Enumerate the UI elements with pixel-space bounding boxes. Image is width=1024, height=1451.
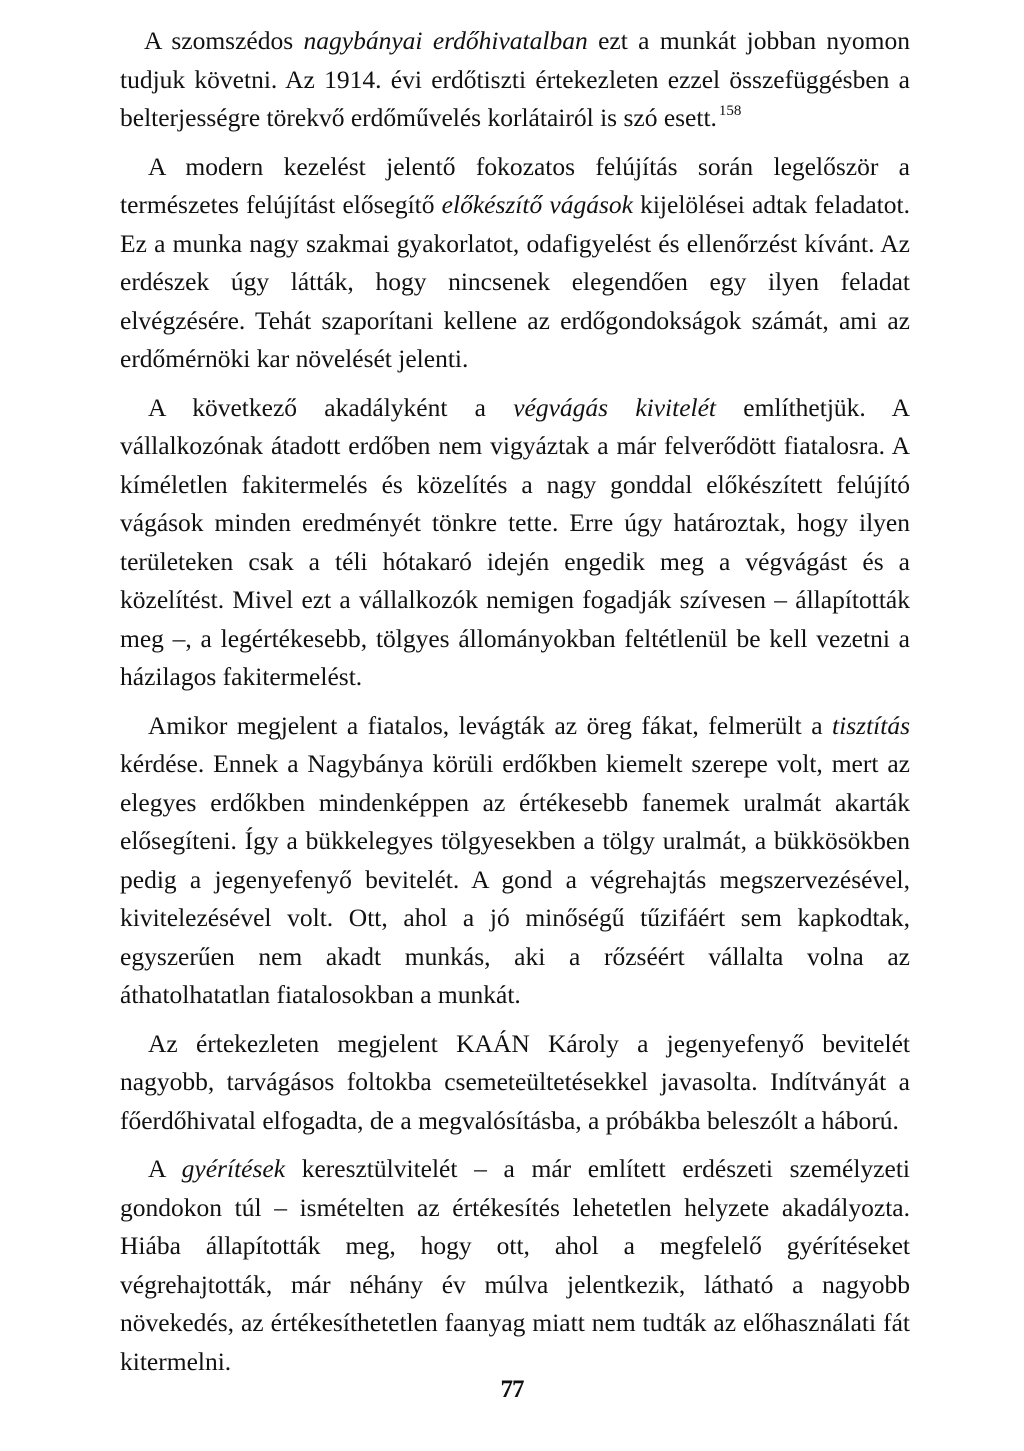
italic-segment: tisztítás — [832, 710, 910, 740]
text-segment: kérdése. Ennek a Nagybánya körüli erdőkben kiemelt szerepe volt, mert az elegyes erdőkben mindenképpen az értékesebb fanemek uralmát akarták elősegíteni. Így a bükkelegyes tölgyesekben a tölgy uralmát, a bükkösökben pedig a jegenyefenyő bevitelét. A gond a végrehajtás megszervezésével, kivitelezésével volt. Ott, ahol a jó minőségű tűzifáért sem kapkodtak, egyszerűen nem akadt munkás, aki a rőzséért vállalta volna az áthatolhatatlan fiatalosokban a munkát. — [120, 749, 910, 1009]
paragraph-3 — [120, 389, 910, 697]
text-segment: A — [148, 1154, 182, 1183]
paragraph-4 — [120, 707, 910, 1015]
text-segment: kijelölései adtak feladatot. Ez a munka nagy szakmai gyakorlatot, odafigyelést és ellenőrzést kívánt. Az erdészek úgy látták, hogy nincsenek elegendően egy ilyen feladat elvégzésére. Tehát szaporítani kellene az erdőgondokságok számát, ami az erdőmérnöki kar növelését jelenti. — [120, 190, 910, 373]
paragraph-1 — [120, 22, 910, 138]
text-segment: keresztülvitelét – a már említett erdészeti személyzeti gondokon túl – ismételten az értékesítés lehetetlen helyzete akadályozta. Hiába állapították meg, hogy ott, ahol a megfelelő gyérítéseket végrehajtották, már néhány év múlva jelentkezik, látható a nagyobb növekedés, az értékesíthetetlen faanyag miatt nem tudták az előhasználati fát kitermelni. — [120, 1154, 910, 1376]
paragraph-2 — [120, 148, 910, 379]
italic-segment: gyérítések — [181, 1154, 286, 1183]
text-segment: Amikor megjelent a fiatalos, levágták az öreg fákat, felmerült a — [148, 710, 833, 740]
text-segment: A modern kezelést jelentő fokozatos felújítás során legelőször a természetes felújítást elősegítő — [120, 151, 910, 219]
text-segment: Az értekezleten megjelent KAÁN Károly a jegenyefenyő bevitelét nagyobb, tarvágásos foltokba csemeteültetésekkel javasolta. Indítványát a főerdőhivatal elfogadta, de a megvalósításba, a próbákba beleszólt a háború. — [120, 1028, 910, 1135]
text-segment: ezt a munkát jobban nyomon tudjuk követni. Az 1914. évi erdőtiszti értekezleten ezzel összefüggésben a belterjességre törekvő erdőművelés korlátairól is szó esett. — [120, 26, 911, 132]
footnote-reference[interactable]: 158 — [718, 103, 742, 119]
text-segment: A következő akadályként a — [148, 392, 514, 422]
page-body — [120, 22, 910, 1391]
text-segment: említhetjük. A vállalkozónak átadott erdőben nem vigyáztak a már felverődött fiatalosra. A kíméletlen fakitermelés és közelítés a nagy gonddal előkészített felújító vágások minden eredményét tönkre tette. Erre úgy határoztak, hogy ilyen területeken csak a téli hótakaró idején engedik meg a végvágást és a közelítést. Mivel ezt a vállalkozók nemigen fogadják szívesen – állapították meg –, a legértékesebb, tölgyes állományokban feltétlenül be kell vezetni a házilagos fakitermelést. — [120, 392, 911, 691]
page-number: 77 — [500, 1376, 524, 1403]
italic-segment: végvágás kivitelét — [513, 392, 717, 422]
text-segment: A szomszédos — [144, 26, 304, 55]
italic-segment: nagybányai erdőhivatalban — [303, 26, 588, 55]
italic-segment: előkészítő vágások — [441, 190, 633, 219]
paragraph-6 — [120, 1150, 910, 1381]
paragraph-5 — [120, 1025, 910, 1141]
